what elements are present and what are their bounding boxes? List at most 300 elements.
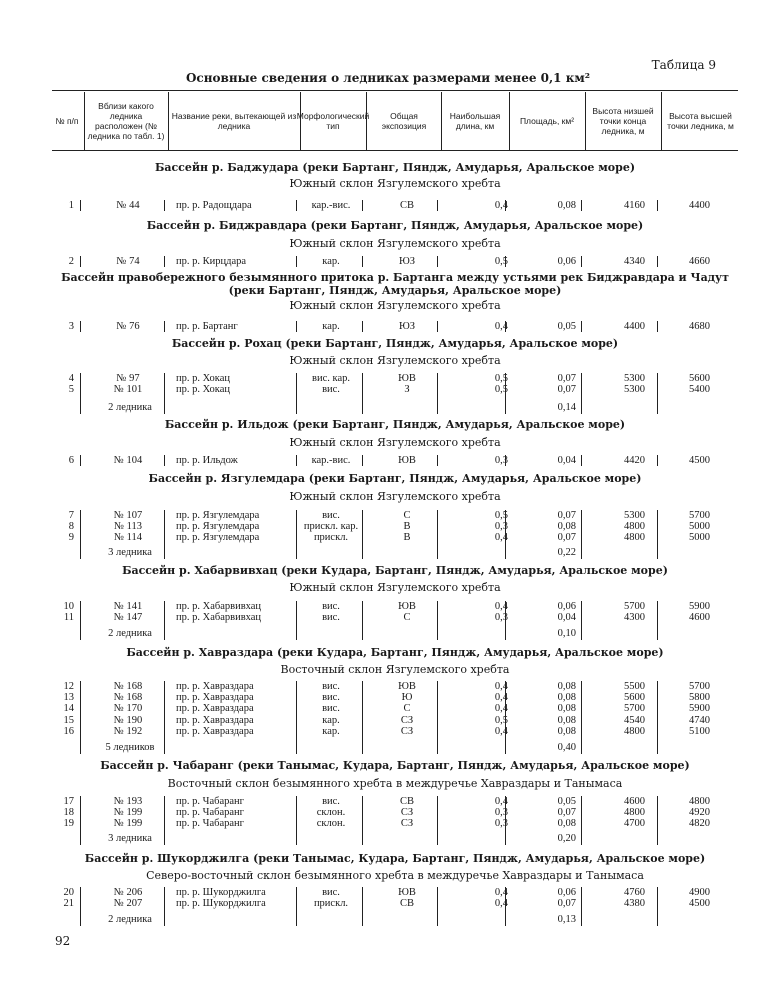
col-header-highest-point: Высота высшей точки ледника, м — [667, 111, 734, 131]
column-rule — [505, 887, 506, 926]
cell-highest-point: 5900 — [689, 601, 710, 612]
cell-highest-point: 5800 — [689, 692, 710, 703]
group-total-label: 2 ледника — [108, 628, 152, 639]
cell-row-number: 1 — [68, 200, 74, 211]
cell-row-number: 5 — [68, 384, 74, 395]
column-rule — [505, 256, 506, 267]
cell-lowest-point: 4760 — [624, 887, 645, 898]
column-rule — [437, 510, 438, 559]
col-header-near-glacier: Вблизи какого ледника расположен (№ ледника по табл. 1) — [87, 101, 165, 141]
cell-lowest-point: 5500 — [624, 681, 645, 692]
column-rule — [296, 796, 297, 845]
cell-max-length: 0,3 — [494, 807, 508, 818]
column-rule — [296, 887, 297, 926]
column-rule — [437, 796, 438, 845]
column-rule — [362, 321, 363, 332]
basin-heading: Бассейн р. Хавраздара (реки Кудара, Бартанг, Пяндж, Амударья, Аральское море) — [126, 646, 664, 659]
cell-highest-point: 4820 — [689, 818, 710, 829]
column-rule — [657, 796, 658, 845]
cell-row-number: 2 — [68, 256, 74, 267]
cell-highest-point: 4600 — [689, 612, 710, 623]
cell-exposure: Ю — [401, 692, 413, 703]
column-rule — [296, 455, 297, 466]
cell-lowest-point: 4800 — [624, 521, 645, 532]
cell-morph-type: вис. — [322, 703, 340, 714]
cell-lowest-point: 4600 — [624, 796, 645, 807]
cell-morph-type: кар. — [322, 726, 340, 737]
column-rule — [581, 455, 582, 466]
column-rule — [164, 455, 165, 466]
cell-lowest-point: 5300 — [624, 384, 645, 395]
cell-exposure: ЮВ — [398, 455, 416, 466]
column-rule — [581, 887, 582, 926]
cell-near-glacier: № 74 — [116, 256, 140, 267]
column-rule — [362, 510, 363, 559]
cell-morph-type: вис. — [322, 887, 340, 898]
cell-lowest-point: 4700 — [624, 818, 645, 829]
cell-row-number: 4 — [68, 373, 74, 384]
cell-row-number: 3 — [68, 321, 74, 332]
cell-exposure: С — [403, 703, 411, 714]
column-rule — [505, 510, 506, 559]
basin-heading: Бассейн р. Биджравдара (реки Бартанг, Пяндж, Амударья, Аральское море) — [146, 219, 644, 232]
cell-lowest-point: 4540 — [624, 715, 645, 726]
group-total-area: 0,10 — [557, 628, 576, 639]
cell-max-length: 0,4 — [494, 726, 508, 737]
column-rule — [80, 373, 81, 414]
cell-river-name: пр. р. Хабарвивхац — [176, 612, 262, 623]
cell-row-number: 20 — [63, 887, 74, 898]
cell-exposure: ЮВ — [398, 887, 416, 898]
cell-row-number: 15 — [63, 715, 74, 726]
column-rule — [437, 887, 438, 926]
column-rule — [296, 681, 297, 754]
cell-row-number: 14 — [63, 703, 74, 714]
cell-area: 0,07 — [557, 898, 576, 909]
cell-max-length: 0,4 — [494, 692, 508, 703]
cell-near-glacier: № 199 — [113, 807, 143, 818]
column-rule — [80, 256, 81, 267]
column-rule — [296, 321, 297, 332]
basin-heading: Бассейн р. Хабарвивхац (реки Кудара, Бартанг, Пяндж, Амударья, Аральское море) — [122, 564, 668, 577]
group-total-label: 3 ледника — [108, 833, 152, 844]
cell-lowest-point: 4800 — [624, 726, 645, 737]
cell-near-glacier: № 168 — [113, 681, 143, 692]
cell-max-length: 0,3 — [494, 455, 508, 466]
column-rule — [581, 321, 582, 332]
cell-max-length: 0,4 — [494, 532, 508, 543]
cell-max-length: 0,5 — [494, 256, 508, 267]
cell-row-number: 6 — [68, 455, 74, 466]
cell-lowest-point: 4380 — [624, 898, 645, 909]
cell-river-name: пр. р. Шукорджилга — [176, 898, 266, 909]
cell-morph-type: прискл. кар. — [303, 521, 359, 532]
column-rule — [296, 510, 297, 559]
column-rule — [657, 601, 658, 640]
cell-area: 0,05 — [557, 321, 576, 332]
col-header-length: Наибольшая длина, км — [449, 111, 501, 131]
slope-subheading: Восточный склон Язгулемского хребта — [280, 663, 510, 676]
cell-max-length: 0,4 — [494, 898, 508, 909]
cell-near-glacier: № 101 — [113, 384, 143, 395]
cell-row-number: 9 — [68, 532, 74, 543]
cell-exposure: С — [403, 612, 411, 623]
cell-near-glacier: № 97 — [116, 373, 140, 384]
cell-highest-point: 4500 — [689, 898, 710, 909]
column-rule — [362, 373, 363, 414]
cell-exposure: СВ — [399, 796, 414, 807]
cell-highest-point: 4400 — [689, 200, 710, 211]
cell-area: 0,08 — [557, 818, 576, 829]
cell-row-number: 7 — [68, 510, 74, 521]
cell-morph-type: вис. — [322, 601, 340, 612]
column-rule — [80, 510, 81, 559]
cell-river-name: пр. р. Хавраздара — [176, 726, 254, 737]
column-rule — [657, 681, 658, 754]
cell-morph-type: прискл. — [313, 898, 349, 909]
group-total-area: 0,14 — [557, 402, 576, 413]
basin-heading: Бассейн р. Баджудара (реки Бартанг, Пяндж, Амударья, Аральское море) — [154, 161, 636, 174]
cell-lowest-point: 4340 — [624, 256, 645, 267]
column-rule — [362, 455, 363, 466]
column-rule — [296, 373, 297, 414]
cell-lowest-point: 4300 — [624, 612, 645, 623]
cell-exposure: СВ — [399, 898, 414, 909]
cell-max-length: 0,4 — [494, 703, 508, 714]
column-rule — [505, 455, 506, 466]
cell-max-length: 0,3 — [494, 612, 508, 623]
cell-exposure: СЗ — [400, 807, 414, 818]
cell-morph-type: кар.-вис. — [311, 455, 351, 466]
cell-near-glacier: № 104 — [113, 455, 143, 466]
header-top-rule — [52, 90, 738, 91]
cell-morph-type: склон. — [316, 807, 346, 818]
cell-row-number: 8 — [68, 521, 74, 532]
cell-area: 0,08 — [557, 692, 576, 703]
column-rule — [362, 601, 363, 640]
cell-row-number: 16 — [63, 726, 74, 737]
column-rule — [581, 256, 582, 267]
column-rule — [80, 455, 81, 466]
cell-lowest-point: 5700 — [624, 601, 645, 612]
cell-area: 0,08 — [557, 521, 576, 532]
cell-highest-point: 5000 — [689, 532, 710, 543]
cell-highest-point: 5900 — [689, 703, 710, 714]
group-total-label: 2 ледника — [108, 914, 152, 925]
column-rule — [362, 887, 363, 926]
cell-highest-point: 4900 — [689, 887, 710, 898]
group-total-label: 3 ледника — [108, 547, 152, 558]
cell-morph-type: кар.-вис. — [311, 200, 351, 211]
cell-near-glacier: № 141 — [113, 601, 143, 612]
column-rule — [362, 681, 363, 754]
cell-area: 0,06 — [557, 256, 576, 267]
cell-highest-point: 4740 — [689, 715, 710, 726]
cell-river-name: пр. р. Язгулемдара — [176, 521, 260, 532]
column-rule — [505, 796, 506, 845]
cell-lowest-point: 4160 — [624, 200, 645, 211]
cell-max-length: 0,5 — [494, 373, 508, 384]
group-total-area: 0,20 — [557, 833, 576, 844]
cell-river-name: пр. р. Язгулемдара — [176, 532, 260, 543]
slope-subheading: Южный склон Язгулемского хребта — [289, 237, 501, 250]
column-rule — [437, 601, 438, 640]
slope-subheading: Южный склон Язгулемского хребта — [289, 177, 501, 190]
cell-area: 0,07 — [557, 532, 576, 543]
basin-heading: Бассейн р. Ильдож (реки Бартанг, Пяндж, Амударья, Аральское море) — [164, 418, 626, 431]
cell-river-name: пр. р. Ильдож — [176, 455, 238, 466]
cell-exposure: СЗ — [400, 726, 414, 737]
cell-morph-type: склон. — [316, 818, 346, 829]
cell-lowest-point: 5300 — [624, 373, 645, 384]
group-total-area: 0,22 — [557, 547, 576, 558]
cell-lowest-point: 5700 — [624, 703, 645, 714]
slope-subheading: Южный склон Язгулемского хребта — [289, 436, 501, 449]
group-total-area: 0,13 — [557, 914, 576, 925]
cell-morph-type: вис. кар. — [312, 373, 350, 384]
basin-heading: Бассейн р. Рохац (реки Бартанг, Пяндж, Амударья, Аральское море) — [171, 337, 619, 350]
cell-lowest-point: 4420 — [624, 455, 645, 466]
cell-max-length: 0,4 — [494, 887, 508, 898]
cell-river-name: пр. р. Хавраздара — [176, 703, 254, 714]
cell-morph-type: кар. — [322, 321, 340, 332]
column-rule — [437, 321, 438, 332]
cell-highest-point: 5000 — [689, 521, 710, 532]
cell-near-glacier: № 114 — [113, 532, 142, 543]
cell-area: 0,04 — [557, 612, 576, 623]
table-label: Таблица 9 — [651, 58, 716, 72]
cell-area: 0,08 — [557, 681, 576, 692]
slope-subheading: Южный склон Язгулемского хребта — [289, 490, 501, 503]
column-rule — [657, 373, 658, 414]
column-rule — [437, 373, 438, 414]
cell-highest-point: 5700 — [689, 681, 710, 692]
column-rule — [657, 887, 658, 926]
col-header-lowest-point: Высота низшей точки конца ледника, м — [592, 106, 654, 136]
cell-river-name: пр. р. Хавраздара — [176, 715, 254, 726]
cell-river-name: пр. р. Радощдара — [176, 200, 252, 211]
cell-river-name: пр. р. Шукорджилга — [176, 887, 266, 898]
column-rule — [437, 200, 438, 211]
header-separator — [84, 92, 85, 150]
cell-exposure: СЗ — [400, 818, 414, 829]
cell-highest-point: 5600 — [689, 373, 710, 384]
cell-area: 0,04 — [557, 455, 576, 466]
cell-river-name: пр. р. Чабаранг — [176, 807, 244, 818]
column-rule — [505, 373, 506, 414]
col-header-exposure: Общая экспозиция — [381, 111, 427, 131]
cell-exposure: ЮВ — [398, 681, 416, 692]
column-rule — [80, 681, 81, 754]
slope-subheading: Южный склон Язгулемского хребта — [289, 354, 501, 367]
column-rule — [505, 321, 506, 332]
column-rule — [505, 601, 506, 640]
col-header-number: № п/п — [55, 116, 79, 126]
cell-exposure: ЮЗ — [398, 321, 416, 332]
cell-highest-point: 5100 — [689, 726, 710, 737]
cell-morph-type: вис. — [322, 510, 340, 521]
col-header-morphology: Морфологический тип — [296, 111, 370, 131]
cell-exposure: ЮВ — [398, 601, 416, 612]
cell-exposure: В — [403, 532, 411, 543]
cell-area: 0,06 — [557, 601, 576, 612]
header-separator — [168, 92, 169, 150]
column-rule — [164, 256, 165, 267]
cell-lowest-point: 5600 — [624, 692, 645, 703]
cell-max-length: 0,3 — [494, 521, 508, 532]
cell-max-length: 0,5 — [494, 715, 508, 726]
cell-near-glacier: № 207 — [113, 898, 143, 909]
column-rule — [581, 373, 582, 414]
cell-max-length: 0,4 — [494, 321, 508, 332]
cell-row-number: 13 — [63, 692, 74, 703]
slope-subheading: Северо-восточный склон безымянного хребта в междуречье Хавраздары и Танымаса — [146, 869, 644, 882]
cell-highest-point: 4800 — [689, 796, 710, 807]
column-rule — [296, 200, 297, 211]
header-separator — [509, 92, 510, 150]
column-rule — [581, 601, 582, 640]
column-rule — [581, 681, 582, 754]
column-rule — [362, 796, 363, 845]
cell-highest-point: 5700 — [689, 510, 710, 521]
cell-highest-point: 4660 — [689, 256, 710, 267]
basin-heading: Бассейн р. Чабаранг (реки Танымас, Кудара, Бартанг, Пяндж, Амударья, Аральское море) — [100, 759, 690, 772]
cell-area: 0,08 — [557, 200, 576, 211]
cell-area: 0,08 — [557, 703, 576, 714]
column-rule — [657, 455, 658, 466]
column-rule — [581, 796, 582, 845]
group-total-area: 0,40 — [557, 742, 576, 753]
cell-morph-type: вис. — [322, 796, 340, 807]
column-rule — [437, 681, 438, 754]
cell-row-number: 12 — [63, 681, 74, 692]
basin-heading: Бассейн р. Язгулемдара (реки Бартанг, Пяндж, Амударья, Аральское море) — [148, 472, 642, 485]
cell-exposure: СВ — [399, 200, 414, 211]
cell-area: 0,07 — [557, 384, 576, 395]
basin-heading: Бассейн правобережного безымянного притока р. Бартанга между устьями рек Биджравдара и Чадут — [61, 271, 729, 284]
column-rule — [581, 510, 582, 559]
cell-area: 0,07 — [557, 510, 576, 521]
column-rule — [505, 681, 506, 754]
cell-near-glacier: № 193 — [113, 796, 143, 807]
cell-max-length: 0,4 — [494, 200, 508, 211]
column-rule — [505, 200, 506, 211]
cell-exposure: СЗ — [400, 715, 414, 726]
cell-morph-type: кар. — [322, 256, 340, 267]
cell-exposure: ЮЗ — [398, 256, 416, 267]
cell-highest-point: 5400 — [689, 384, 710, 395]
cell-river-name: пр. р. Чабаранг — [176, 818, 244, 829]
cell-near-glacier: № 147 — [113, 612, 143, 623]
cell-highest-point: 4920 — [689, 807, 710, 818]
cell-morph-type: вис. — [322, 681, 340, 692]
basin-heading-cont: (реки Бартанг, Пяндж, Амударья, Аральское море) — [228, 284, 562, 297]
cell-area: 0,06 — [557, 887, 576, 898]
cell-near-glacier: № 206 — [113, 887, 143, 898]
cell-max-length: 0,4 — [494, 681, 508, 692]
cell-lowest-point: 5300 — [624, 510, 645, 521]
cell-river-name: пр. р. Хавраздара — [176, 681, 254, 692]
column-rule — [80, 200, 81, 211]
cell-river-name: пр. р. Язгулемдара — [176, 510, 260, 521]
cell-row-number: 21 — [63, 898, 74, 909]
cell-river-name: пр. р. Кирцдара — [176, 256, 247, 267]
cell-row-number: 18 — [63, 807, 74, 818]
cell-river-name: пр. р. Бартанг — [176, 321, 238, 332]
cell-river-name: пр. р. Чабаранг — [176, 796, 244, 807]
cell-max-length: 0,3 — [494, 818, 508, 829]
column-rule — [80, 321, 81, 332]
cell-row-number: 19 — [63, 818, 74, 829]
column-rule — [437, 455, 438, 466]
cell-area: 0,08 — [557, 726, 576, 737]
column-rule — [362, 256, 363, 267]
header-separator — [585, 92, 586, 150]
cell-area: 0,07 — [557, 373, 576, 384]
slope-subheading: Южный склон Язгулемского хребта — [289, 581, 501, 594]
cell-morph-type: вис. — [322, 612, 340, 623]
cell-near-glacier: № 168 — [113, 692, 143, 703]
column-rule — [80, 796, 81, 845]
column-rule — [657, 200, 658, 211]
cell-near-glacier: № 199 — [113, 818, 143, 829]
column-rule — [296, 601, 297, 640]
cell-max-length: 0,5 — [494, 510, 508, 521]
column-rule — [657, 321, 658, 332]
basin-heading: Бассейн р. Шукорджилга (реки Танымас, Кудара, Бартанг, Пяндж, Амударья, Аральское море) — [84, 852, 706, 865]
column-rule — [164, 200, 165, 211]
header-separator — [661, 92, 662, 150]
col-header-area: Площадь, км² — [519, 116, 575, 126]
cell-area: 0,08 — [557, 715, 576, 726]
cell-exposure: С — [403, 510, 411, 521]
column-rule — [657, 510, 658, 559]
column-rule — [164, 321, 165, 332]
cell-area: 0,05 — [557, 796, 576, 807]
col-header-river: Название реки, вытекающей из ледника — [171, 111, 297, 131]
page-number: 92 — [55, 934, 71, 948]
cell-near-glacier: № 190 — [113, 715, 143, 726]
column-rule — [296, 256, 297, 267]
cell-near-glacier: № 170 — [113, 703, 143, 714]
group-total-label: 5 ледников — [105, 742, 155, 753]
cell-exposure: ЮВ — [398, 373, 416, 384]
cell-near-glacier: № 44 — [116, 200, 140, 211]
cell-morph-type: вис. — [322, 692, 340, 703]
header-separator — [366, 92, 367, 150]
cell-morph-type: вис. — [322, 384, 340, 395]
cell-exposure: В — [403, 521, 411, 532]
cell-area: 0,07 — [557, 807, 576, 818]
cell-river-name: пр. р. Хабарвивхац — [176, 601, 262, 612]
cell-highest-point: 4500 — [689, 455, 710, 466]
cell-row-number: 10 — [63, 601, 74, 612]
slope-subheading: Восточный склон безымянного хребта в междуречье Хавраздары и Танымаса — [167, 777, 623, 790]
cell-lowest-point: 4800 — [624, 807, 645, 818]
column-rule — [437, 256, 438, 267]
cell-river-name: пр. р. Хавраздара — [176, 692, 254, 703]
cell-max-length: 0,5 — [494, 384, 508, 395]
cell-near-glacier: № 192 — [113, 726, 143, 737]
cell-row-number: 11 — [63, 612, 74, 623]
cell-morph-type: прискл. — [313, 532, 349, 543]
column-rule — [80, 887, 81, 926]
column-rule — [657, 256, 658, 267]
cell-max-length: 0,4 — [494, 601, 508, 612]
cell-lowest-point: 4400 — [624, 321, 645, 332]
slope-subheading: Южный склон Язгулемского хребта — [289, 299, 501, 312]
header-separator — [441, 92, 442, 150]
